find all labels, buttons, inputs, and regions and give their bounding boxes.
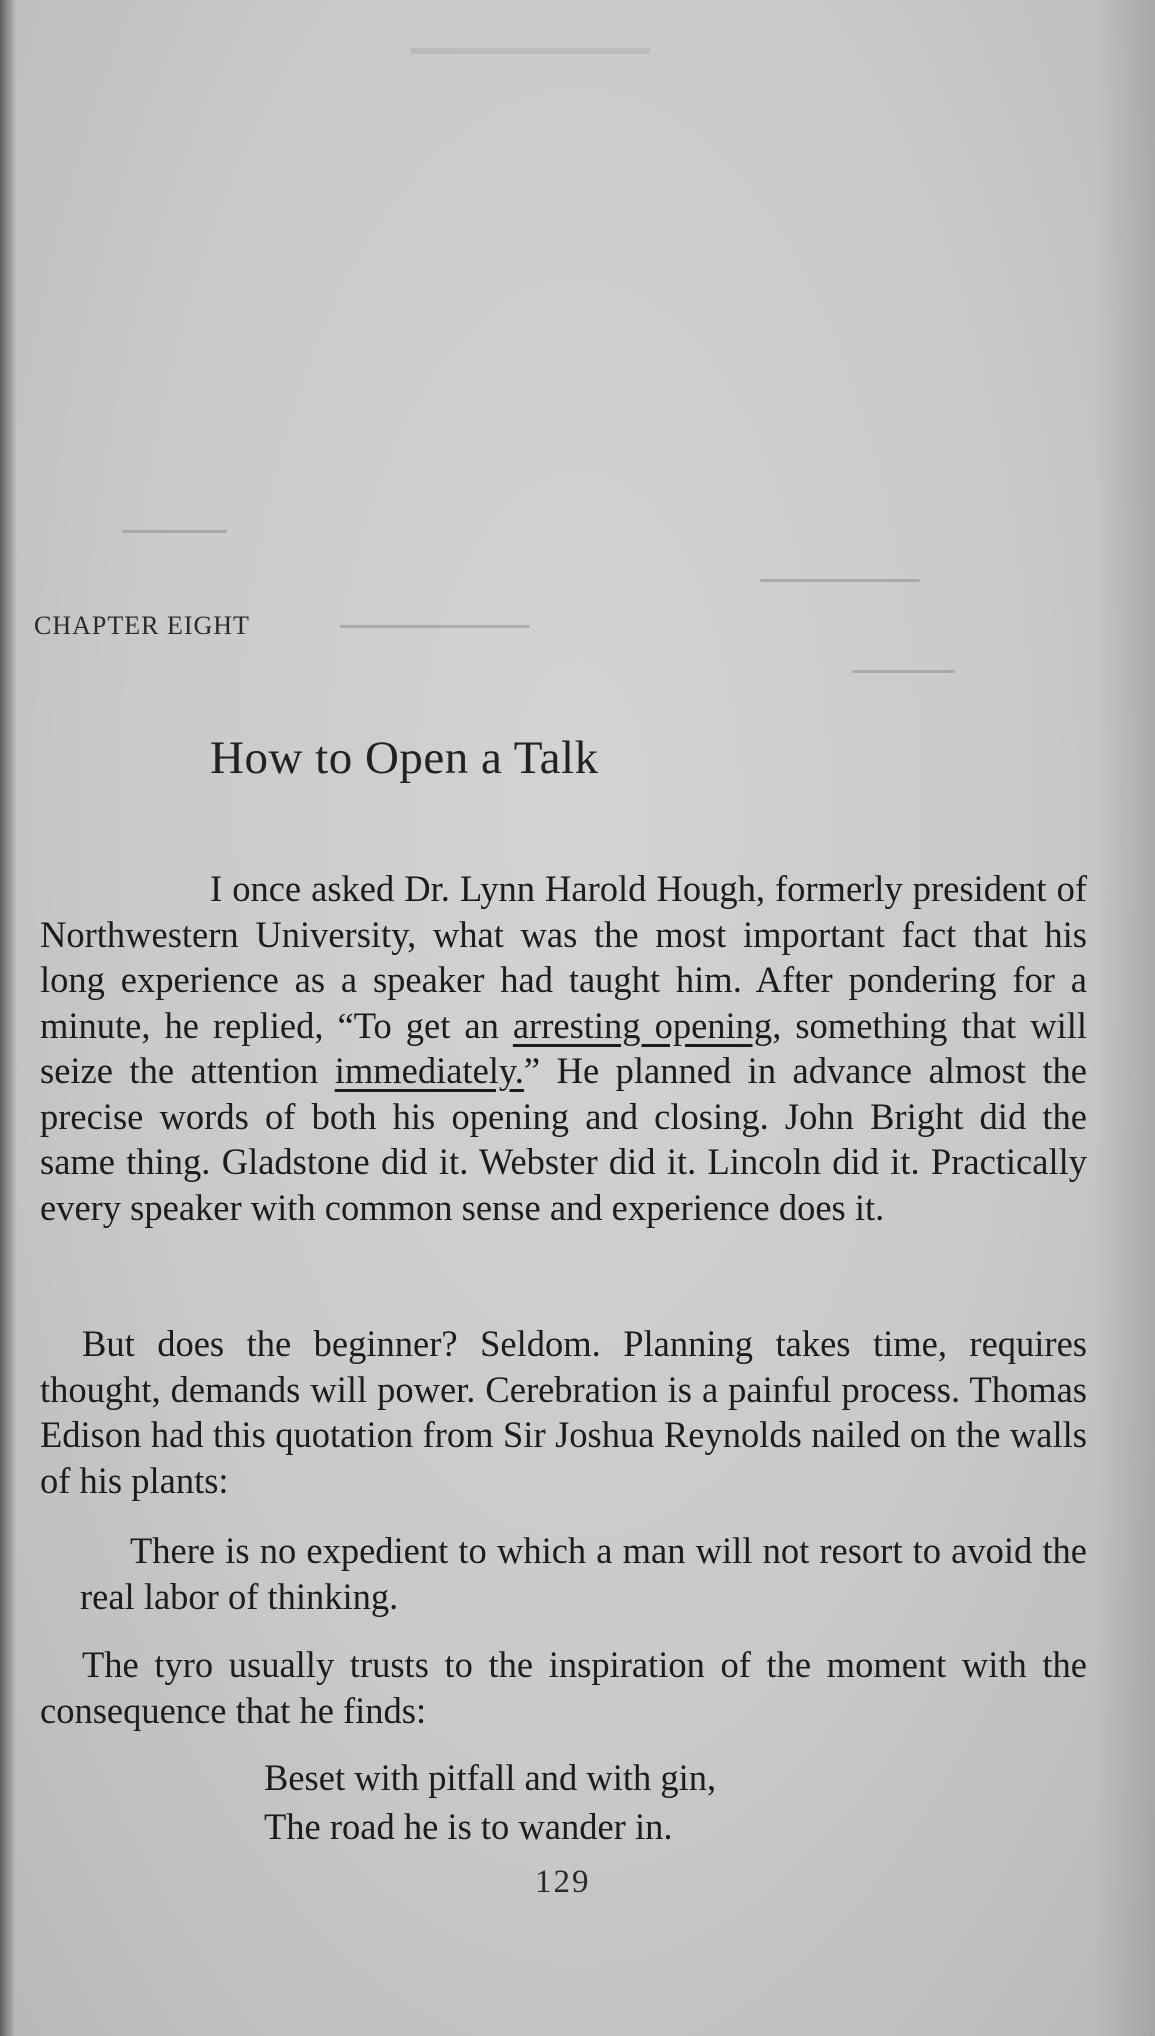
- smudge-mark: [852, 670, 955, 673]
- paragraph-1-text-a: I once asked Dr. Lynn Harold Hough, formerly president of Northwestern University, what was the most important fact that his long experience as a speaker had taught him. After pondering for a minute, he replied, “To get an: [40, 868, 1087, 1046]
- book-spine-shadow: [0, 0, 16, 2036]
- underlined-phrase-arresting-opening: arresting opening: [512, 1004, 773, 1046]
- paragraph-1: [40, 866, 1087, 1230]
- verse: [264, 1753, 716, 1851]
- block-quote: There is no expedient to which a man will not resort to avoid the real labor of thinking.: [80, 1530, 1087, 1617]
- chapter-label: CHAPTER EIGHT: [34, 611, 250, 640]
- smudge-mark: [410, 48, 650, 54]
- page-edge-shadow: [1095, 0, 1155, 2036]
- paragraph-1-text-c: ” He planned in advance almost the precise words of both his opening and closing. John Bright did the same thing. Gladstone did it. Webster did it. Lincoln did it. Practically every speaker with common sense and experience does it.: [40, 1050, 1087, 1228]
- underlined-word-immediately: immediately.: [334, 1050, 524, 1091]
- smudge-mark: [340, 625, 530, 628]
- paragraph-2: But does the beginner? Seldom. Planning takes time, requires thought, demands will power. Cerebration is a painful process. Thomas Edison had this quotation from Sir Joshua Reynolds nailed on the walls of his plants:: [40, 1323, 1087, 1501]
- chapter-title: How to Open a Talk: [210, 732, 599, 784]
- paragraph-3: The tyro usually trusts to the inspiration of the moment with the consequence that he finds:: [40, 1644, 1087, 1731]
- verse-line-1: Beset with pitfall and with gin,: [264, 1757, 717, 1798]
- smudge-mark: [122, 530, 227, 533]
- paragraph-1-text-b: , something that will seize the attention: [40, 1004, 1088, 1091]
- page-number: 129: [535, 1864, 591, 1900]
- smudge-mark: [760, 579, 920, 582]
- verse-line-2: The road he is to wander in.: [264, 1806, 673, 1847]
